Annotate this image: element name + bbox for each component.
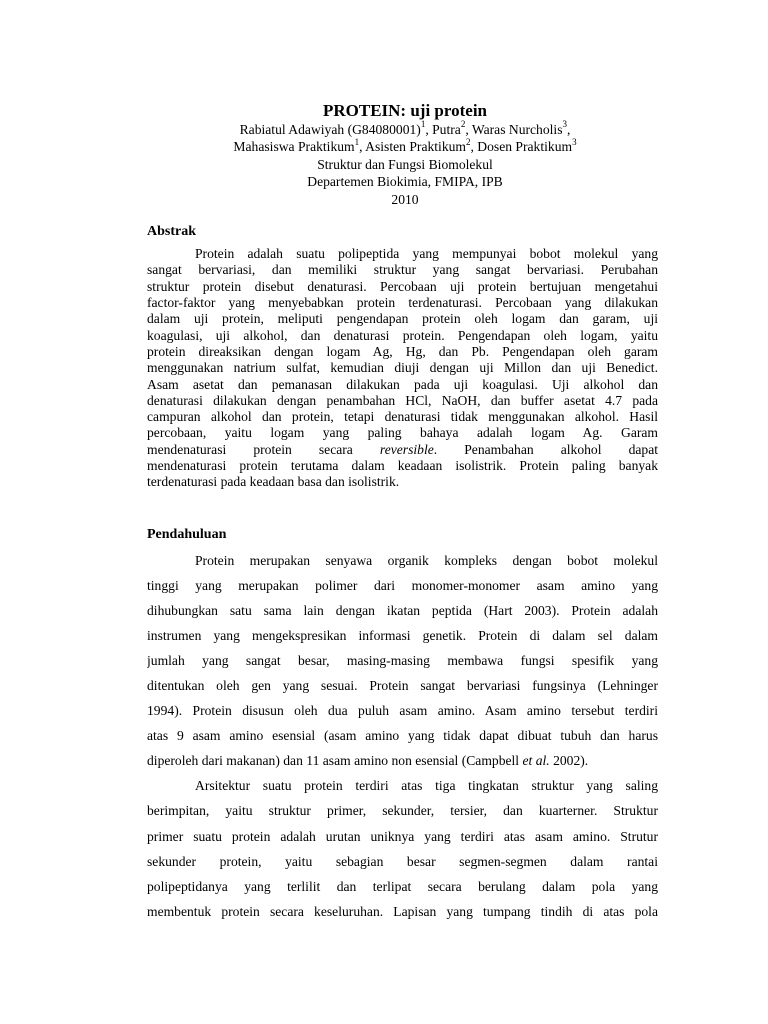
introduction-line: Protein merupakan senyawa organik kompleks dengan bobot molekul <box>195 553 658 568</box>
introduction-line: polipeptidanya yang terlilit dan terlipat secara berulang dalam pola yang <box>147 878 658 894</box>
abstract-line: koagulasi, uji alkohol, dan denaturasi protein. Pengendapan oleh logam, yaitu <box>147 327 658 343</box>
abstract-line: protein direaksikan dengan logam Ag, Hg, dan Pb. Pengendapan oleh garam <box>147 343 658 359</box>
paper-header <box>150 101 660 208</box>
affiliation-mark: 1 <box>354 136 360 147</box>
introduction-line: primer suatu protein adalah urutan uniknya yang terdiri atas asam amino. Strutur <box>147 828 658 844</box>
introduction-line: Arsitektur suatu protein terdiri atas tiga tingkatan struktur yang saling <box>195 778 658 794</box>
abstract-line: denaturasi dilakukan dengan penambahan HCl, NaOH, dan buffer asetat 4.7 pada <box>147 392 658 408</box>
affiliation-mark: 2 <box>466 136 471 147</box>
abstract-line: terdenaturasi pada keadaan basa dan isolistrik. <box>147 474 400 490</box>
course-name: Struktur dan Fungsi Biomolekul <box>317 156 493 172</box>
paper-title: PROTEIN: uji protein <box>322 101 488 120</box>
affiliation-mark: 1 <box>420 119 426 130</box>
affiliation-mark: 3 <box>572 136 577 147</box>
abstract-line: mendenaturasi protein secara reversible. Penambahan alkohol dapat <box>147 441 658 457</box>
abstract-paragraph <box>147 246 658 491</box>
abstract-line: struktur protein disebut denaturasi. Percobaan uji protein bertujuan mengetahui <box>147 278 658 294</box>
introduction-line: membentuk protein secara keseluruhan. Lapisan yang tumpang tindih di atas pola <box>147 903 658 919</box>
introduction-line: diperoleh dari makanan) dan 11 asam amino non esensial (Campbell et al. 2002). <box>147 753 589 769</box>
introduction-heading: Pendahuluan <box>147 527 227 542</box>
abstract-line: Asam asetat dan pemanasan dilakukan pada uji koagulasi. Uji alkohol dan <box>147 376 658 392</box>
affiliation-mark: 2 <box>460 119 466 130</box>
abstract-line: factor-faktor yang menyebabkan protein terdenaturasi. Percobaan yang dilakukan <box>147 294 658 310</box>
author-name: Rabiatul Adawiyah (G84080001) <box>239 122 421 137</box>
affiliation-role: , Dosen Praktikum <box>470 139 573 155</box>
abstract-line: dalam uji protein, meliputi pengendapan protein oleh logam dan garam, uji <box>147 311 658 327</box>
abstract-line: sangat bervariasi, dan memiliki struktur yang sangat bervariasi. Perubahan <box>147 262 658 278</box>
introduction-line: berimpitan, yaitu struktur primer, sekunder, tersier, dan kuarterner. Struktur <box>147 803 658 819</box>
introduction-line: dihubungkan satu sama lain dengan ikatan peptida (Hart 2003). Protein adalah <box>147 603 658 619</box>
introduction-line: sekunder protein, yaitu sebagian besar segmen-segmen dalam rantai <box>147 853 658 869</box>
author-separator: , <box>567 122 571 137</box>
introduction-line: 1994). Protein disusun oleh dua puluh asam amino. Asam amino tersebut terdiri <box>147 703 658 719</box>
abstract-heading: Abstrak <box>147 224 197 239</box>
abstract-line: campuran alkohol dan protein, tetapi denaturasi tidak menggunakan alkohol. Hasil <box>147 409 658 425</box>
affiliation-mark: 3 <box>562 119 567 130</box>
author-name: , Waras Nurcholis <box>465 122 563 137</box>
introduction-section <box>147 548 658 924</box>
abstract-line: percobaan, yaitu logam yang paling bahaya adalah logam Ag. Garam <box>147 425 658 441</box>
introduction-line: atas 9 asam amino esensial (asam amino yang tidak dapat dibuat tubuh dan harus <box>147 728 658 744</box>
department-name: Departemen Biokimia, FMIPA, IPB <box>307 174 503 190</box>
abstract-line: mendenaturasi protein terutama dalam keadaan isolistrik. Protein paling banyak <box>147 458 658 474</box>
abstract-line: menggunakan natrium sulfat, kemudian diuji dengan uji Millon dan uji Benedict. <box>147 360 658 376</box>
author-name: , Putra <box>425 122 461 137</box>
introduction-line: jumlah yang sangat besar, masing-masing membawa fungsi spesifik yang <box>147 653 658 669</box>
introduction-line: instrumen yang mengekspresikan informasi genetik. Protein di dalam sel dalam <box>147 628 658 644</box>
author-line-1 <box>150 121 660 138</box>
abstract-line: Protein adalah suatu polipeptida yang mempunyai bobot molekul yang <box>195 246 658 261</box>
introduction-line: ditentukan oleh gen yang sesuai. Protein sangat bervariasi fungsinya (Lehninger <box>147 678 658 694</box>
author-line-2 <box>150 138 660 155</box>
publication-year: 2010 <box>391 191 419 207</box>
introduction-line: tinggi yang merupakan polimer dari monomer-monomer asam amino yang <box>147 578 658 594</box>
affiliation-role: , Asisten Praktikum <box>359 139 466 155</box>
affiliation-role: Mahasiswa Praktikum <box>233 139 355 155</box>
